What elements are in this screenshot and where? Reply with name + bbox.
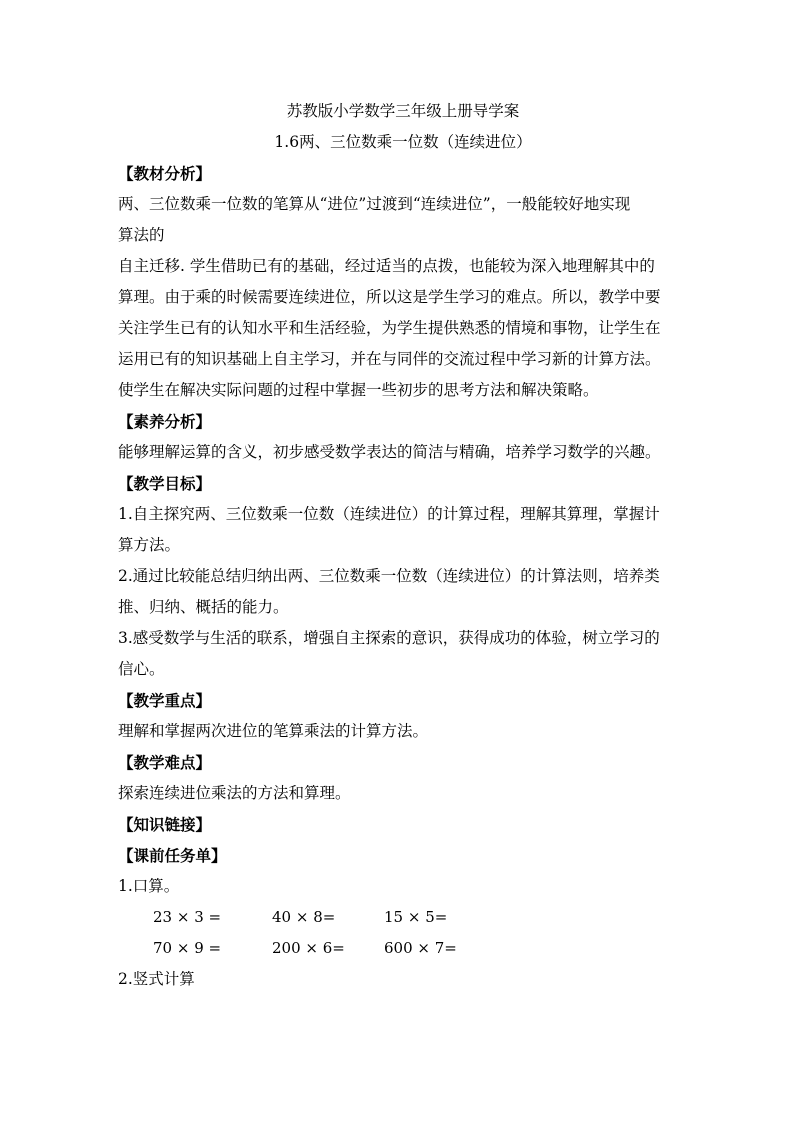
- calc-expression: 15 × 5=: [384, 908, 448, 926]
- lesson-subtitle: 1.6两、三位数乘一位数（连续进位）: [274, 133, 532, 151]
- goal-line: 算方法。: [118, 536, 181, 554]
- goal-line: 推、归纳、概括的能力。: [118, 598, 289, 616]
- paragraph-line: 能够理解运算的含义，初步感受数学表达的简洁与精确，培养学习数学的兴趣。: [118, 443, 661, 461]
- section-heading-pre-class-tasks: 【课前任务单】: [118, 846, 227, 865]
- document-title: 苏教版小学数学三年级上册导学案: [286, 102, 520, 120]
- paragraph-line: 两、三位数乘一位数的笔算从“进位”过渡到“连续进位”，一般能较好地实现: [118, 195, 631, 213]
- paragraph-line: 理解和掌握两次进位的笔算乘法的计算方法。: [118, 722, 429, 740]
- goal-line: 信心。: [118, 660, 165, 678]
- task-item-vertical-calc: 2.竖式计算: [118, 970, 195, 988]
- calc-expression: 600 × 7=: [384, 939, 457, 957]
- goal-line: 3.感受数学与生活的联系，增强自主探索的意识，获得成功的体验，树立学习的: [118, 629, 660, 647]
- document-page: [118, 96, 688, 995]
- section-heading-knowledge-link: 【知识链接】: [118, 815, 212, 834]
- section-heading-key-points: 【教学重点】: [118, 691, 212, 710]
- calc-row: [118, 902, 688, 933]
- goal-line: 1.自主探究两、三位数乘一位数（连续进位）的计算过程，理解其算理，掌握计: [118, 505, 660, 523]
- paragraph-line: 算理。由于乘的时候需要连续进位，所以这是学生学习的难点。所以，教学中要: [118, 288, 661, 306]
- section-heading-material-analysis: 【教材分析】: [118, 164, 212, 183]
- calc-expression: 40 × 8=: [272, 908, 336, 926]
- paragraph-line: 运用已有的知识基础上自主学习，并在与同伴的交流过程中学习新的计算方法。: [118, 350, 661, 368]
- paragraph-line: 关注学生已有的认知水平和生活经验，为学生提供熟悉的情境和事物，让学生在: [118, 319, 661, 337]
- paragraph-line: 算法的: [118, 226, 165, 244]
- goal-line: 2.通过比较能总结归纳出两、三位数乘一位数（连续进位）的计算法则，培养类: [118, 567, 660, 585]
- paragraph-line: 探索连续进位乘法的方法和算理。: [118, 784, 351, 802]
- calc-row: [118, 933, 688, 964]
- calc-expression: 70 × 9 =: [153, 939, 222, 957]
- task-item-oral-calc: 1.口算。: [118, 877, 180, 895]
- section-heading-teaching-goals: 【教学目标】: [118, 474, 212, 493]
- paragraph-line: 自主迁移. 学生借助已有的基础，经过适当的点拨，也能较为深入地理解其中的: [118, 257, 655, 275]
- section-heading-difficulties: 【教学难点】: [118, 753, 212, 772]
- section-heading-literacy-analysis: 【素养分析】: [118, 412, 212, 431]
- calc-expression: 23 × 3 =: [153, 908, 222, 926]
- paragraph-line: 使学生在解决实际问题的过程中掌握一些初步的思考方法和解决策略。: [118, 381, 599, 399]
- calc-expression: 200 × 6=: [272, 939, 345, 957]
